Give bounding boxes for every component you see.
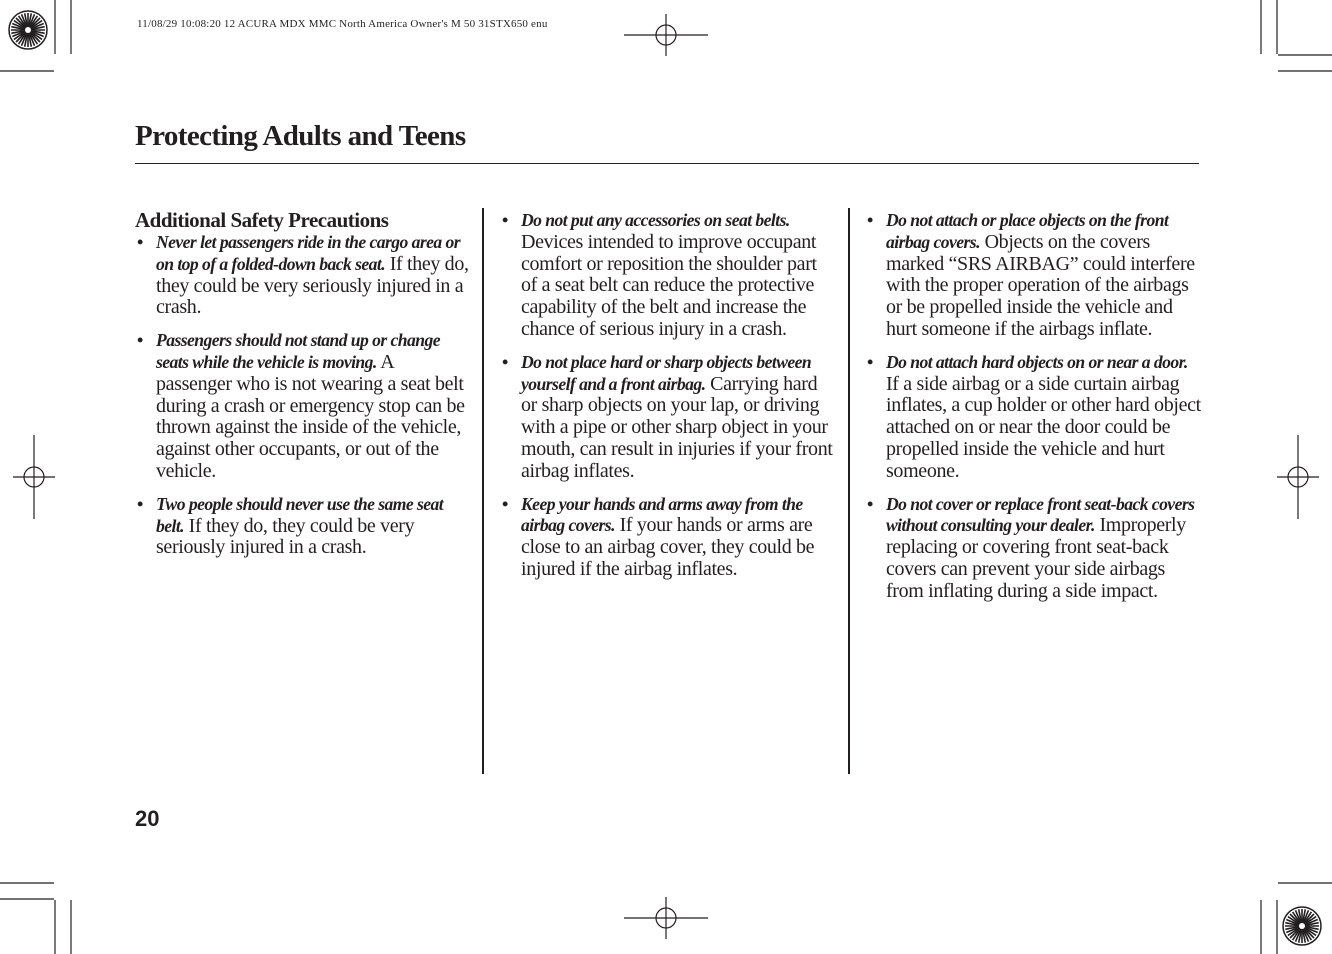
list-item bbox=[135, 232, 469, 319]
bullet-lead: Do not attach hard objects on or near a door. bbox=[886, 351, 1188, 372]
column-divider bbox=[848, 208, 850, 774]
bullet-lead: Do not cover or replace front seat-back covers without consulting your dealer. bbox=[886, 493, 1195, 536]
bullet-list bbox=[865, 210, 1201, 603]
bullet-lead: Never let passengers ride in the cargo area or on top of a folded-down back seat. bbox=[156, 232, 461, 274]
list-item bbox=[135, 330, 469, 483]
bullet-icon: • bbox=[867, 351, 873, 372]
bullet-text: If a side airbag or a side curtain airbag inflates, a cup holder or other hard object attached on or near the door could be propelled inside the vehicle and hurt someone. bbox=[886, 372, 1201, 482]
bullet-text: If your hands or arms are close to an airbag cover, they could be injured if the airbag inflates. bbox=[521, 514, 815, 580]
bullet-icon: • bbox=[502, 351, 508, 372]
bullet-text: Improperly replacing or covering front seat-back covers can prevent your side airbags from inflating during a side impact. bbox=[886, 514, 1186, 602]
bullet-lead: Do not attach or place objects on the front airbag covers. bbox=[886, 210, 1169, 252]
bullet-icon: • bbox=[137, 493, 143, 514]
column-divider bbox=[482, 208, 484, 774]
section-heading: Additional Safety Precautions bbox=[135, 208, 389, 232]
bullet-text: Devices intended to improve occupant comfort or reposition the shoulder part of a seat belt can reduce the protective capability of the belt and increase the chance of serious injury in a crash. bbox=[521, 230, 817, 340]
bullet-list bbox=[135, 232, 469, 559]
registration-mark-icon bbox=[624, 897, 708, 939]
column-2 bbox=[500, 210, 836, 581]
list-item bbox=[135, 494, 469, 559]
bullet-text: If they do, they could be very seriously injured in a crash. bbox=[156, 252, 469, 319]
bullet-icon: • bbox=[502, 493, 508, 514]
bullet-lead: Keep your hands and arms away from the airbag covers. bbox=[521, 493, 803, 536]
bullet-icon: • bbox=[137, 330, 143, 351]
bullet-list bbox=[500, 210, 836, 581]
column-1 bbox=[135, 208, 469, 559]
registration-mark-icon bbox=[13, 435, 55, 519]
list-item bbox=[500, 352, 836, 483]
bullet-text: If they do, they could be very seriously injured in a crash. bbox=[156, 514, 415, 559]
print-info: 11/08/29 10:08:20 12 ACURA MDX MMC North America Owner's M 50 31STX650 enu bbox=[137, 18, 548, 30]
bullet-icon: • bbox=[502, 210, 508, 230]
list-item bbox=[865, 494, 1201, 603]
list-item bbox=[500, 210, 836, 341]
column-3 bbox=[865, 210, 1201, 603]
registration-mark-icon bbox=[1277, 435, 1319, 519]
bullet-icon: • bbox=[137, 232, 143, 252]
bullet-text: A passenger who is not wearing a seat belt during a crash or emergency stop can be thrown against the inside of the vehicle, against other occupants, or out of the vehicle. bbox=[156, 350, 465, 482]
bullet-icon: • bbox=[867, 493, 873, 514]
title-rule bbox=[135, 163, 1199, 164]
list-item bbox=[865, 352, 1201, 483]
starburst-target-icon bbox=[1283, 907, 1321, 945]
bullet-text: Carrying hard or sharp objects on your lap, or driving with a pipe or other sharp object in your mouth, can result in injuries if your front airbag inflates. bbox=[521, 372, 833, 482]
bullet-lead: Do not place hard or sharp objects between yourself and a front airbag. bbox=[521, 351, 812, 394]
bullet-lead: Passengers should not stand up or change seats while the vehicle is moving. bbox=[156, 330, 441, 372]
list-item bbox=[865, 210, 1201, 341]
starburst-target-icon bbox=[9, 11, 47, 49]
bullet-text: Objects on the covers marked “SRS AIRBAG” could interfere with the proper operation of the airbags or be propelled inside the vehicle and hurt someone if the airbags inflate. bbox=[886, 230, 1195, 340]
bullet-icon: • bbox=[867, 210, 873, 230]
list-item bbox=[500, 494, 836, 581]
registration-mark-icon bbox=[624, 14, 708, 56]
page-title: Protecting Adults and Teens bbox=[135, 120, 466, 152]
bullet-lead: Two people should never use the same seat belt. bbox=[156, 493, 444, 536]
page-number: 20 bbox=[135, 806, 160, 831]
bullet-lead: Do not put any accessories on seat belts. bbox=[521, 210, 790, 230]
